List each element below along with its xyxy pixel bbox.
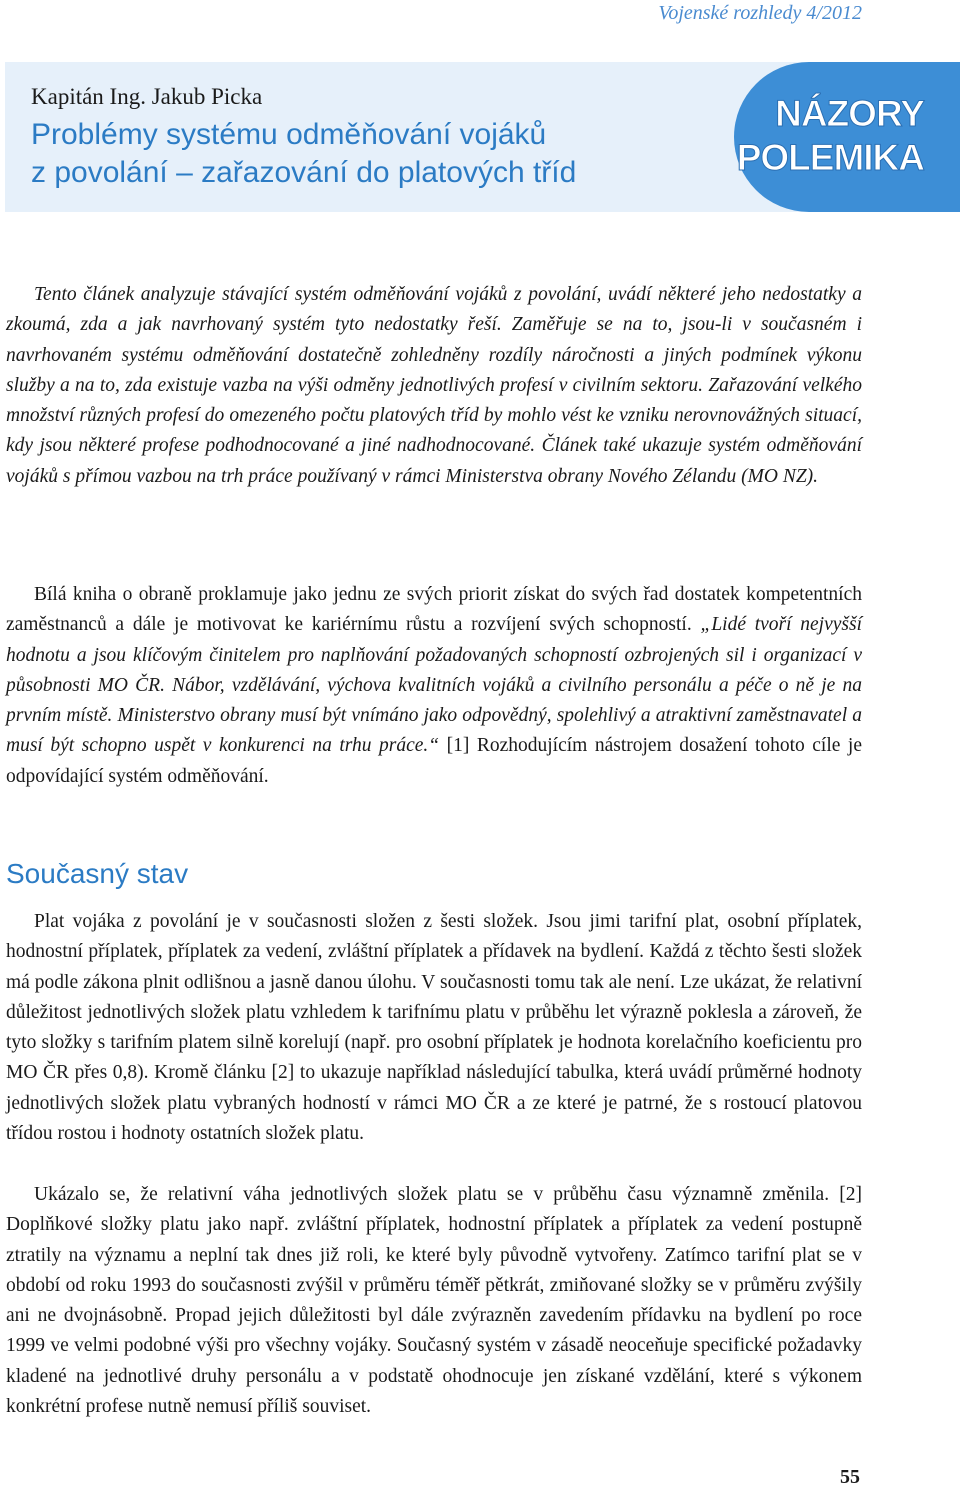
journal-header: Vojenské rozhledy 4/2012 — [658, 2, 862, 24]
intro-text-2: [1] Rozhodujícím nástrojem dosažení tohoto cíle je odpovídající systém odměňování. — [6, 735, 862, 787]
badge-line-1: NÁZORY — [775, 93, 924, 134]
page-number: 55 — [840, 1466, 860, 1488]
title-line-1: Problémy systému odměňování vojáků — [31, 118, 547, 151]
section-paragraph-1: Plat vojáka z povolání je v současnosti složen z šesti složek. Jsou jimi tarifní plat, osobní příplatek, hodnostní příplatek, příplatek za vedení, zvláštní příplatek a přídavek na bydlení. Každá z těchto šesti složek má podle zákona plnit odlišnou a jasně danou úlohu. V současnosti tomu tak ale není. Lze ukázat, že relativní důležitost jednotlivých složek platu vzhledem k tarifnímu platu v průběhu let výrazně poklesla a zároveň, že tyto složky s tarifním platem silně korelují (např. pro osobní příplatek je hodnota korelačního koeficientu pro MO ČR přes 0,8). Kromě článku [2] to ukazuje například následující tabulka, která uvádí průměrné hodnoty jednotlivých složek platu vybraných hodností v rámci MO ČR a ze které je patrné, že s rostoucí platovou třídou rostou i hodnoty ostatních složek platu. — [6, 911, 862, 1145]
section-heading: Současný stav — [6, 858, 189, 889]
section-paragraph-2: Ukázalo se, že relativní váha jednotlivých složek platu se v průběhu času významně změnila. [2] Doplňkové složky platu jako např. zvláštní příplatek, hodnostní příplatek a příplatek za vedení postupně ztratily na významu a neplní tak dnes již roli, ke které byly původně vytvořeny. Zatímco tarifní plat se v období od roku 1993 do současnosti zvýšil v průměru téměř pětkrát, zmiňované složky se v průměru zvýšily ani ne dvojnásobně. Propad jejich důležitosti byl dále zvýrazněn zavedením přídavku na bydlení po roce 1999 ve velmi podobné výši pro všechny vojáky. Současný systém v zásadě neoceňuje specifické požadavky kladené na jednotlivé druhy personálu a v podstatě ohodnocuje jen získané vzdělání, které s výkonem konkrétní profese nutně nemusí příliš souviset. — [6, 1184, 862, 1418]
intro-quote: „Lidé tvoří nejvyšší hodnotu a jsou klíčovým činitelem pro naplňování požadovaných schopností ozbrojených sil i organizací v působnosti MO ČR. Nábor, vzdělávání, výchova kvalitních vojáků a civilního personálu a péče o ně je na prvním místě. Ministerstvo obrany musí být vnímáno jako odpovědný, spolehlivý a atraktivní zaměstnavatel a musí být schopno uspět v konkurenci na trhu práce.“ — [6, 614, 863, 757]
intro-paragraph — [6, 580, 862, 792]
intro-text-1: Bílá kniha o obraně proklamuje jako jednu ze svých priorit získat do svých řad dostatek kompetentních zaměstnanců a dále je motivovat ke kariérnímu růstu a rozvíjení svých schopností. — [6, 584, 862, 636]
title-line-2: z povolání – zařazování do platových tříd — [31, 156, 577, 189]
badge-line-2: POLEMIKA — [736, 137, 924, 178]
abstract: Tento článek analyzuje stávající systém odměňování vojáků z povolání, uvádí některé jeho nedostatky a zkoumá, zda a jak navrhovaný systém tyto nedostatky řeší. Zaměřuje se na to, jsou-li v současném i navrhovaném systému odměňování dostatečně zohledněny rozdíly náročnosti a jiných podmínek výkonu služby a na to, zda existuje vazba na výši odměny jednotlivých profesí v civilním sektoru. Zařazování velkého množství různých profesí do omezeného počtu platových tříd by mohlo vést ke vzniku nerovnovážných situací, kdy jsou některé profese podhodnocované a jiné nadhodnocované. Článek také ukazuje systém odměňování vojáků s přímou vazbou na trh práce používaný v rámci Ministerstva obrany Nového Zélandu (MO NZ). — [6, 284, 862, 487]
article-title — [31, 116, 576, 192]
section-badge-label — [737, 92, 924, 180]
author-name: Kapitán Ing. Jakub Picka — [31, 84, 263, 109]
